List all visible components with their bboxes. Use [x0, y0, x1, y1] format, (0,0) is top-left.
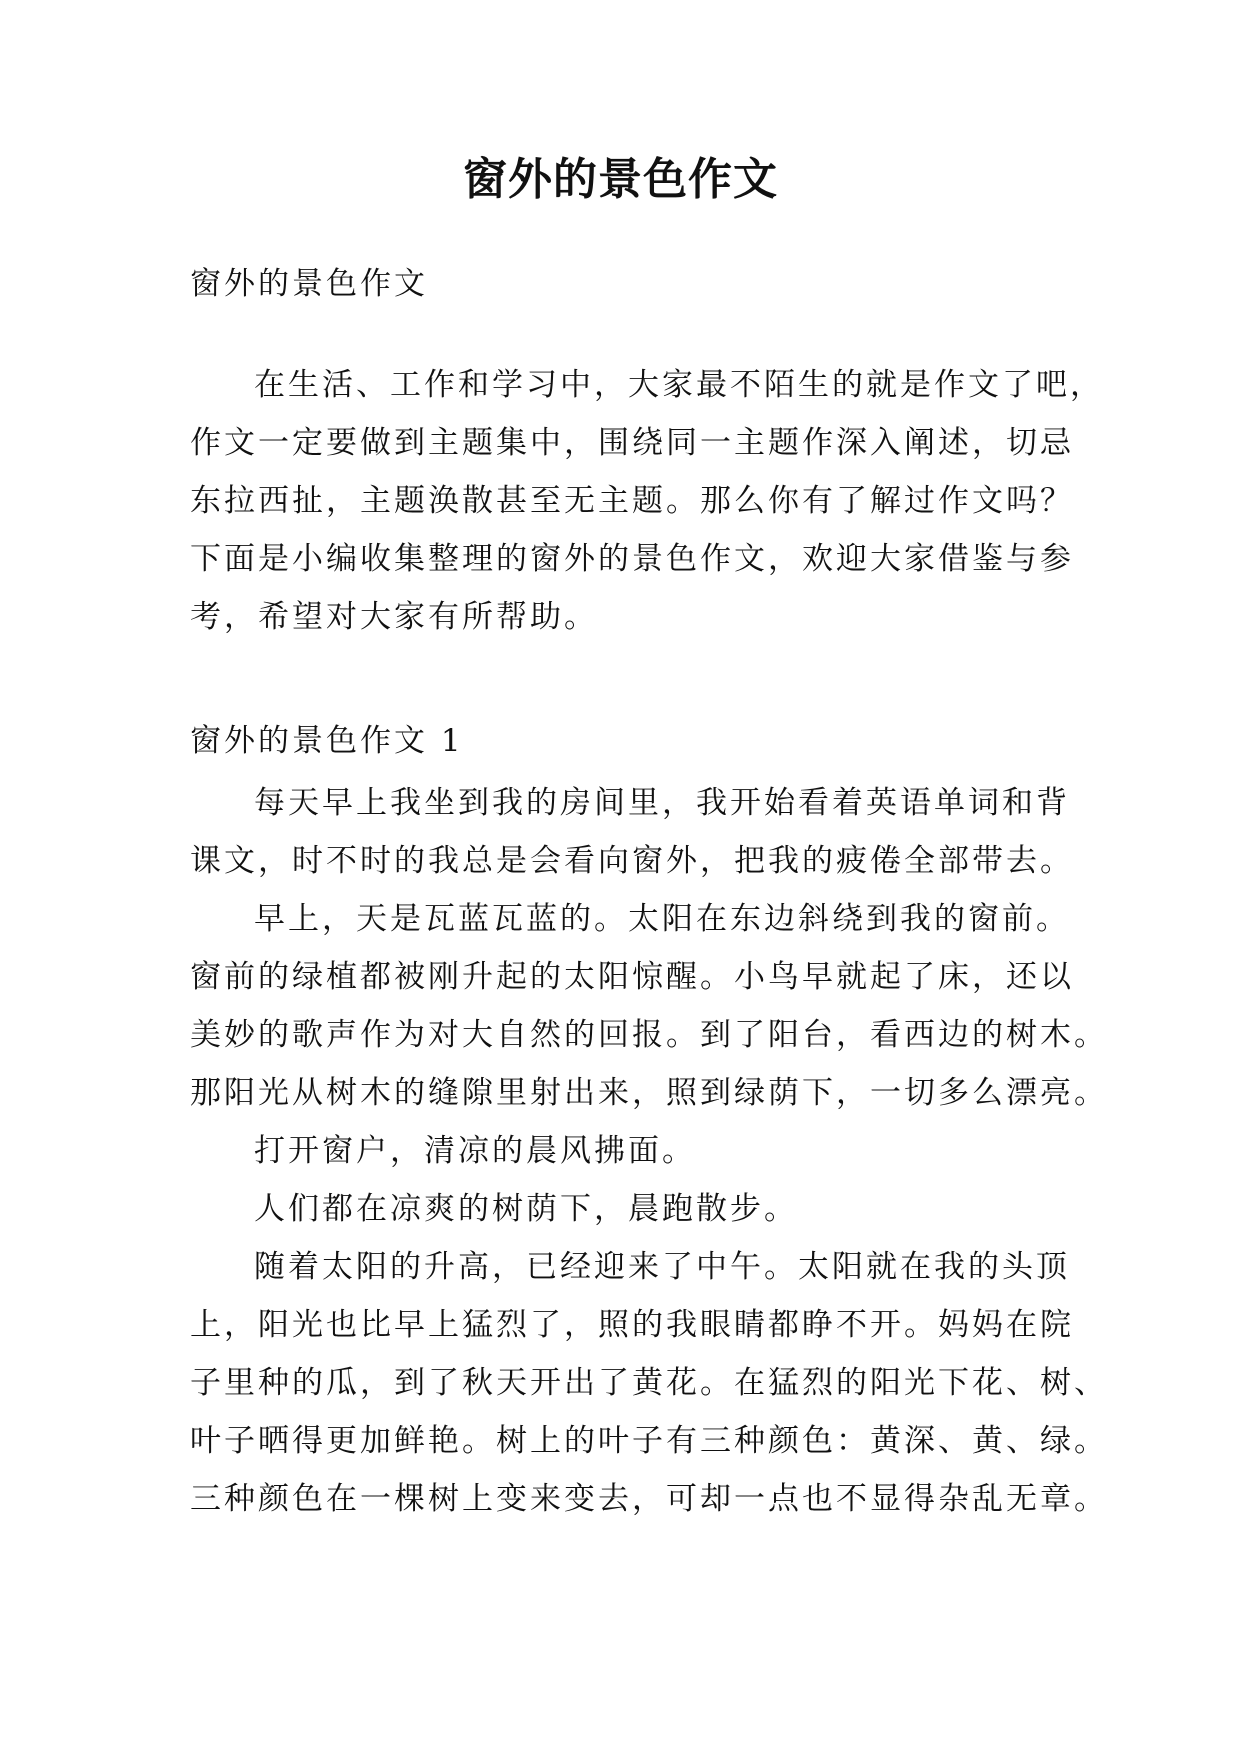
- subtitle-line: 窗外的景色作文: [190, 266, 428, 302]
- document-title: 窗外的景色作文: [463, 154, 778, 205]
- body-line: 打开窗户，清凉的晨风拂面。: [254, 1133, 696, 1169]
- body-line: 每天早上我坐到我的房间里，我开始看着英语单词和背: [254, 785, 1070, 821]
- body-line: 叶子晒得更加鲜艳。树上的叶子有三种颜色：黄深、黄、绿。: [190, 1423, 1108, 1459]
- intro-line: 作文一定要做到主题集中，围绕同一主题作深入阐述，切忌: [190, 425, 1074, 461]
- intro-line: 下面是小编收集整理的窗外的景色作文，欢迎大家借鉴与参: [190, 541, 1074, 577]
- body-line: 窗前的绿植都被刚升起的太阳惊醒。小鸟早就起了床，还以: [190, 959, 1074, 995]
- intro-line: 东拉西扯，主题涣散甚至无主题。那么你有了解过作文吗？: [190, 483, 1074, 519]
- body-line: 美妙的歌声作为对大自然的回报。到了阳台，看西边的树木。: [190, 1017, 1108, 1053]
- body-line: 早上，天是瓦蓝瓦蓝的。太阳在东边斜绕到我的窗前。: [254, 901, 1070, 937]
- body-line: 那阳光从树木的缝隙里射出来，照到绿荫下，一切多么漂亮。: [190, 1075, 1108, 1111]
- body-line: 随着太阳的升高，已经迎来了中午。太阳就在我的头顶: [254, 1249, 1070, 1285]
- intro-line: 在生活、工作和学习中，大家最不陌生的就是作文了吧，: [254, 367, 1104, 403]
- intro-paragraph: [190, 356, 1104, 646]
- section1-body: [190, 774, 1108, 1528]
- body-line: 课文，时不时的我总是会看向窗外，把我的疲倦全部带去。: [190, 843, 1074, 879]
- intro-line: 考，希望对大家有所帮助。: [190, 599, 598, 635]
- section-heading-line: 窗外的景色作文 1: [190, 723, 464, 759]
- body-line: 人们都在凉爽的树荫下，晨跑散步。: [254, 1191, 798, 1227]
- body-line: 上，阳光也比早上猛烈了，照的我眼睛都睁不开。妈妈在院: [190, 1307, 1074, 1343]
- body-line: 三种颜色在一棵树上变来变去，可却一点也不显得杂乱无章。: [190, 1481, 1108, 1517]
- body-line: 子里种的瓜，到了秋天开出了黄花。在猛烈的阳光下花、树、: [190, 1365, 1108, 1401]
- document-subtitle: [190, 255, 1060, 313]
- section1-heading: [190, 712, 1060, 770]
